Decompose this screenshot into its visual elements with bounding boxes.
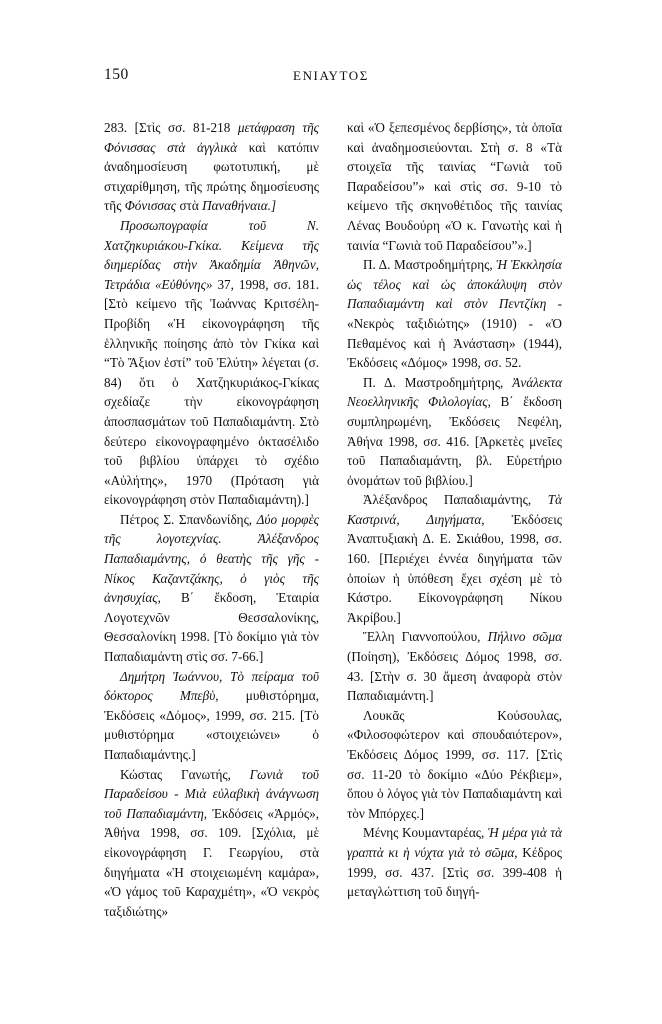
roman-run: Ἀλέξανδρος Παπαδιαμάντης, — [363, 492, 548, 508]
italic-run: Ἡ μέρα γιὰ τὰ γραπτὰ κι ἡ νύχτα γιὰ τὸ σῶμα — [347, 825, 562, 860]
roman-run: Κώστας Γανωτής, — [120, 766, 250, 782]
left-column — [104, 118, 319, 921]
paragraph — [347, 118, 562, 255]
page-header — [104, 66, 558, 86]
roman-run: , Β΄ ἔκδοση, Ἑταιρία Λογοτεχνῶν Θεσσαλονίκης, Θεσσαλονίκη 1998. [Τὸ δοκίμιο γιὰ τὸν Παπαδιαμάντη στὶς σσ. 7-66.] — [104, 590, 319, 665]
roman-run: καὶ κατόπιν ἀναδημοσίευση φωτοτυπική, μὲ στιχαρίθμηση, τῆς πρώτης δημοσίευσης τῆς — [104, 139, 319, 214]
italic-run: Ἡ Ἐκκλησία ὡς τέλος καὶ ὡς ἀποκάλυψη στὸν Παπαδιαμάντη καὶ στὸν Πεντζίκη — [347, 257, 562, 312]
roman-run: Π. Δ. Μαστροδημήτρης, — [363, 374, 513, 390]
roman-run: , Β΄ ἔκδοση συμπληρωμένη, Ἐκδόσεις Νεφέλη, Ἀθήνα 1998, σσ. 416. [Ἀρκετὲς μνεῖες τοῦ Παπαδιαμάντη, βλ. Εὑρετήριο ὀνομάτων τοῦ βιβλίου.] — [347, 394, 562, 488]
roman-run: , Κέδρος 1999, σσ. 437. [Στὶς σσ. 399-408 ἡ μεταγλώττιση τοῦ διηγή- — [347, 844, 562, 900]
right-column — [347, 118, 562, 921]
paragraph — [347, 627, 562, 705]
paragraph — [104, 667, 319, 765]
running-head: ΕΝΙΑΥΤΟΣ — [293, 68, 369, 83]
roman-run: , Ἐκδόσεις «Ἁρμός», Ἀθήνα 1998, σσ. 109. [Σχόλια, μὲ εἰκονογράφηση Γ. Γεωργίου, στὰ διηγήματα «Ἡ στοιχειωμένη καμάρα», «Ὁ γάμος τοῦ Καραχμέτη», «Ὁ νεκρὸς ταξιδιώτης» — [104, 805, 320, 919]
roman-run: Π. Δ. Μαστροδημήτρης, — [363, 257, 497, 273]
italic-run: Δημήτρη Ἰωάννου, Τὸ πείραμα τοῦ δόκτορος Μπεβὺ — [104, 668, 319, 704]
roman-run: Λουκᾶς Κούσουλας, «Φιλοσοφώτερον καὶ σπουδαιότερον», Ἐκδόσεις Δόμος 1999, σσ. 117. [Στὶς σσ. 11-20 τὸ δοκίμιο «Δύο Ρέκβιεμ», ὅπου ὁ λόγος γιὰ τὸν Παπαδιαμάντη καὶ τὸν Μπόρχες.] — [347, 707, 562, 821]
italic-run: Δύο μορφὲς τῆς λογοτεχνίας. Ἀλέξανδρος Παπαδιαμάντης, ὁ θεατὴς τῆς γῆς - Νίκος Καζαντζάκης, ὁ γιὸς τῆς ἀνησυχίας — [104, 511, 319, 606]
roman-run: Ἕλλη Γιαννοπούλου, — [363, 629, 488, 645]
page-number: 150 — [104, 66, 129, 83]
roman-run: (Ποίηση), Ἐκδόσεις Δόμος 1998, σσ. 43. [Στὴν σ. 30 ἄμεση ἀναφορὰ στὸν Παπαδιαμάντη.] — [347, 649, 562, 704]
paragraph — [104, 216, 319, 510]
roman-run: , μυθιστόρημα, Ἐκδόσεις «Δόμος», 1999, σσ. 215. [Τὸ μυθιστόρημα «στοιχειώνει» ὁ Παπαδιαμάντης.] — [104, 688, 319, 762]
italic-run: Ἀνάλεκτα Νεοελληνικῆς Φιλολογίας — [347, 374, 562, 410]
paragraph — [347, 490, 562, 627]
italic-run: Τὰ Καστρινά, Διηγήματα — [347, 492, 562, 527]
paragraph — [104, 765, 319, 922]
text-columns — [104, 118, 562, 921]
italic-run: Γωνιὰ τοῦ Παραδείσου - Μιὰ εὐλαβικὴ ἀνάγνωση τοῦ Παπαδιαμάντη — [104, 766, 319, 821]
paragraph — [347, 255, 562, 373]
roman-run: 37, 1998, σσ. 181. [Στὸ κείμενο τῆς Ἰωάννας Κριτσέλη-Προβίδη «Ἡ εἰκονογράφηση τῆς ἑλληνικῆς ποίησης ἀπὸ τὸν Γκίκα καὶ “Τὸ Ἄξιον ἐστί” τοῦ Ἐλύτη» λέγεται (σ. 84) ὅτι ὁ Χατζηκυριάκος-Γκίκας σχεδίαζε τὴν εἰκονογράφηση ἀποσπασμάτων τοῦ Παπαδιαμάντη. Στὸ δεύτερο εἰκονογραφημένο ὀκτασέλιδο τοῦ βιβλίου ὑπάρχει τὸ σχέδιο «Αὐλήτης», 1970 (Πρόταση γιὰ εἰκονογράφηση στὸν Παπαδιαμάντη).] — [104, 276, 320, 508]
roman-run: Μένης Κουμανταρέας, — [363, 825, 488, 841]
paragraph — [347, 823, 562, 901]
italic-run: Πήλινο σῶμα — [487, 629, 562, 645]
paragraph — [347, 373, 562, 491]
paragraph — [104, 118, 319, 216]
roman-run: , Ἐκδόσεις Ἀναπτυξιακὴ Δ. Ε. Σκιάθου, 1998, σσ. 160. [Περιέχει ἐννέα διηγήματα τῶν ὁποίων ἡ ὑπόθεση ἔχει σχέση μὲ τὸ Κάστρο. Εἰκονογράφηση Νίκου Ἀκρίβου.] — [347, 511, 562, 625]
roman-run: 283. [Στὶς σσ. 81-218 — [104, 120, 238, 135]
italic-run: Προσωπογραφία τοῦ Ν. Χατζηκυριάκου-Γκίκα. Κείμενα τῆς διημερίδας στὴν Ἀκαδημία Ἀθηνῶν, Τετράδια «Εὐθύνης» — [104, 217, 319, 292]
roman-run: καὶ «Ὁ ξεπεσμένος δερβίσης», τὰ ὁποῖα καὶ ἀναδημοσιεύονται. Στὴ σ. 8 «Τὰ στοιχεῖα τῆς ταινίας “Γωνιὰ τοῦ Παραδείσου”» καὶ στὶς σσ. 9-10 τὸ κείμενο τῆς σκηνοθέτιδος τῆς ταινίας Λένας Βουδούρη «Ὁ κ. Γανωτὴς καὶ ἡ ταινία “Γωνιὰ τοῦ Παραδείσου”».] — [347, 120, 562, 253]
roman-run: στὰ — [176, 198, 203, 214]
italic-run: Φόνισσας — [124, 198, 177, 214]
paragraph — [104, 510, 319, 667]
roman-run: Πέτρος Σ. Σπανδωνίδης, — [120, 511, 257, 527]
roman-run: - «Νεκρὸς ταξιδιώτης» (1910) - «Ὁ Πεθαμένος καὶ ἡ Ἀνάσταση» (1944), Ἐκδόσεις «Δόμος» 1998, σσ. 52. — [347, 296, 562, 371]
italic-run: μετάφραση τῆς Φόνισσας στὰ ἀγγλικὰ — [104, 120, 319, 155]
paragraph — [347, 706, 562, 824]
italic-run: Παναθήναια.] — [202, 198, 277, 214]
